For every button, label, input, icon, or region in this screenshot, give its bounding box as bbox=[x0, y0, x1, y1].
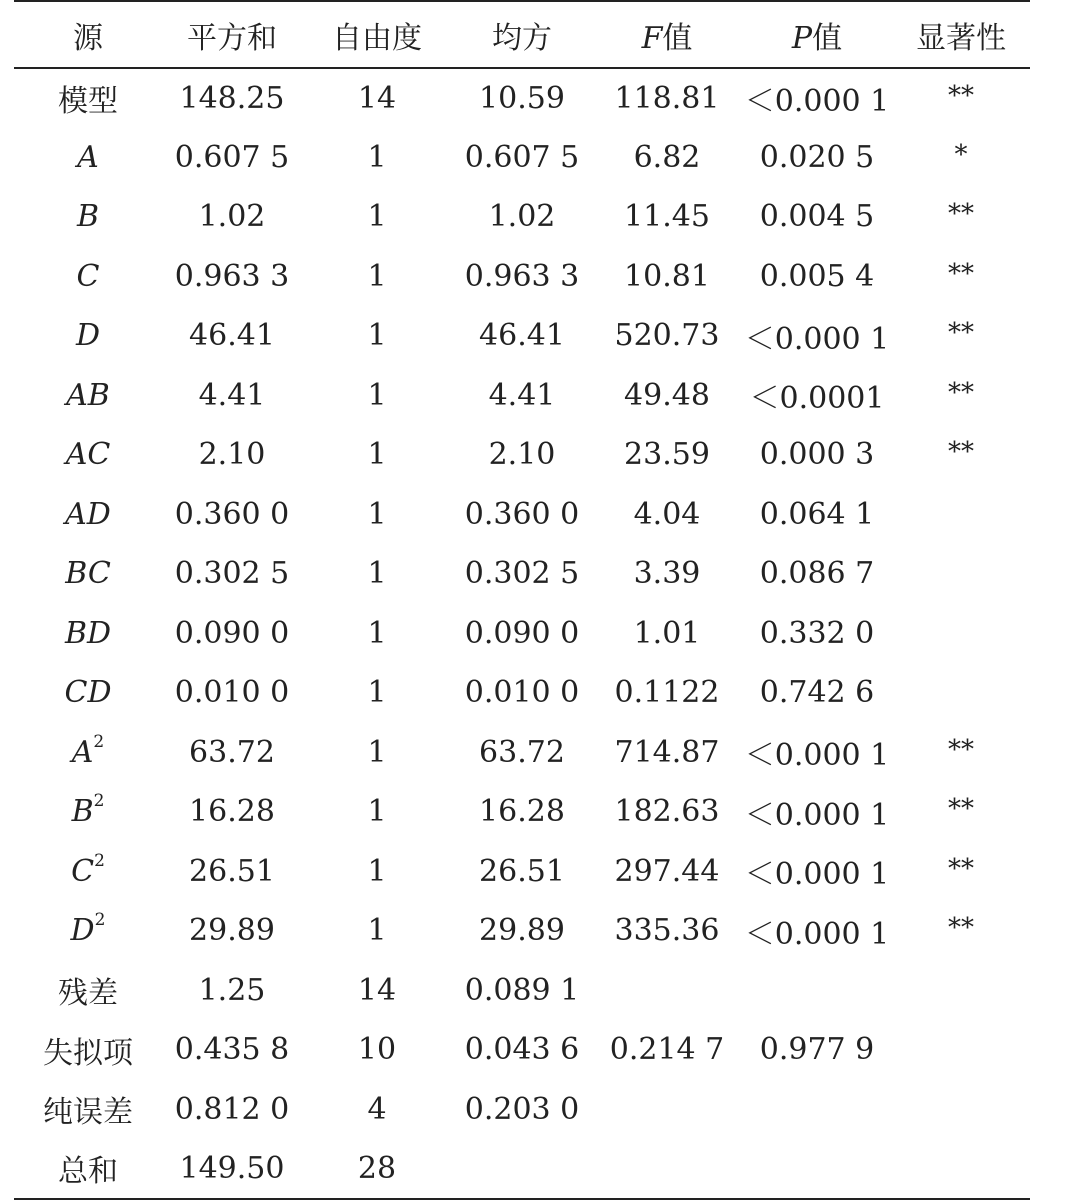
cell-sum-of-squares: 0.812 0 bbox=[174, 1091, 290, 1127]
source-label: 总和 bbox=[58, 1154, 118, 1190]
cell-p-value: 0.000 3 bbox=[759, 437, 875, 473]
cell-source bbox=[14, 366, 162, 426]
cell-significance bbox=[892, 485, 1030, 545]
cell-mean-square: 0.360 0 bbox=[464, 496, 580, 532]
source-label: AC bbox=[65, 437, 111, 473]
source-label: A bbox=[77, 139, 99, 175]
cell-sum-of-squares: 46.41 bbox=[189, 318, 275, 354]
table-row bbox=[14, 663, 1030, 723]
header-sum-of-squares-label: 平方和 bbox=[187, 20, 277, 56]
cell-mean-square: 0.090 0 bbox=[464, 615, 580, 651]
cell-source bbox=[14, 544, 162, 604]
cell-degrees-of-freedom: 1 bbox=[367, 139, 387, 175]
cell-mean-square: 63.72 bbox=[479, 734, 565, 770]
cell-f-value bbox=[592, 1139, 742, 1199]
header-mean-square-label: 均方 bbox=[492, 20, 552, 56]
header-degrees-of-freedom-label: 自由度 bbox=[332, 20, 422, 56]
significance-marker: ** bbox=[948, 199, 974, 230]
table-row bbox=[14, 247, 1030, 307]
header-f-value bbox=[592, 1, 742, 68]
header-row bbox=[14, 1, 1030, 68]
cell-sum-of-squares: 16.28 bbox=[189, 794, 275, 830]
cell-f-value: 3.39 bbox=[633, 556, 701, 592]
source-label: A bbox=[71, 734, 94, 770]
header-p-value bbox=[742, 1, 892, 68]
table-row bbox=[14, 306, 1030, 366]
cell-mean-square: 0.010 0 bbox=[464, 675, 580, 711]
cell-mean-square: 26.51 bbox=[479, 853, 565, 889]
header-p-value-label: 值 bbox=[812, 20, 843, 56]
cell-significance bbox=[892, 1020, 1030, 1080]
cell-significance bbox=[892, 187, 1030, 247]
cell-source bbox=[14, 782, 162, 842]
table-row bbox=[14, 187, 1030, 247]
cell-source bbox=[14, 306, 162, 366]
cell-degrees-of-freedom: 1 bbox=[367, 853, 387, 889]
cell-f-value: 6.82 bbox=[633, 139, 701, 175]
significance-marker: * bbox=[954, 139, 968, 170]
cell-degrees-of-freedom: 1 bbox=[367, 199, 387, 235]
cell-source bbox=[14, 961, 162, 1021]
source-exponent: 2 bbox=[94, 910, 106, 931]
cell-p-value: 0.977 9 bbox=[759, 1032, 875, 1068]
table-row bbox=[14, 782, 1030, 842]
cell-significance bbox=[892, 782, 1030, 842]
cell-p-value: 0.086 7 bbox=[759, 556, 875, 592]
cell-mean-square: 0.043 6 bbox=[464, 1032, 580, 1068]
cell-mean-square: 0.302 5 bbox=[464, 556, 580, 592]
table-row bbox=[14, 68, 1030, 128]
cell-mean-square: 4.41 bbox=[488, 377, 556, 413]
cell-f-value: 520.73 bbox=[614, 318, 720, 354]
cell-source bbox=[14, 425, 162, 485]
table-row bbox=[14, 425, 1030, 485]
cell-significance bbox=[892, 306, 1030, 366]
cell-mean-square: 0.089 1 bbox=[464, 972, 580, 1008]
cell-mean-square: 2.10 bbox=[488, 437, 556, 473]
cell-f-value: 0.214 7 bbox=[609, 1032, 725, 1068]
cell-source bbox=[14, 1080, 162, 1140]
header-significance-label: 显著性 bbox=[916, 20, 1006, 56]
cell-p-value: 0.004 5 bbox=[759, 199, 875, 235]
cell-p-value bbox=[742, 1139, 892, 1199]
source-label: BC bbox=[65, 556, 111, 592]
cell-mean-square bbox=[452, 1139, 592, 1199]
cell-significance bbox=[892, 961, 1030, 1021]
cell-p-value: ＜0.000 1 bbox=[744, 84, 890, 120]
cell-degrees-of-freedom: 1 bbox=[367, 437, 387, 473]
cell-p-value: 0.020 5 bbox=[759, 139, 875, 175]
cell-source bbox=[14, 485, 162, 545]
cell-p-value: ＜0.000 1 bbox=[744, 321, 890, 357]
cell-degrees-of-freedom: 1 bbox=[367, 675, 387, 711]
cell-mean-square: 0.203 0 bbox=[464, 1091, 580, 1127]
cell-significance bbox=[892, 1139, 1030, 1199]
cell-sum-of-squares: 2.10 bbox=[198, 437, 266, 473]
significance-marker: ** bbox=[948, 377, 974, 408]
cell-significance bbox=[892, 425, 1030, 485]
cell-significance bbox=[892, 247, 1030, 307]
cell-p-value: 0.332 0 bbox=[759, 615, 875, 651]
source-label: AD bbox=[65, 496, 111, 532]
cell-p-value: ＜0.000 1 bbox=[744, 916, 890, 952]
header-source bbox=[14, 1, 162, 68]
cell-degrees-of-freedom: 14 bbox=[357, 80, 397, 116]
cell-sum-of-squares: 29.89 bbox=[189, 913, 275, 949]
cell-sum-of-squares: 1.25 bbox=[198, 972, 266, 1008]
header-p-value-symbol: P bbox=[791, 20, 813, 56]
table-row bbox=[14, 366, 1030, 426]
cell-mean-square: 0.607 5 bbox=[464, 139, 580, 175]
cell-degrees-of-freedom: 1 bbox=[367, 318, 387, 354]
cell-mean-square: 0.963 3 bbox=[464, 258, 580, 294]
cell-significance bbox=[892, 604, 1030, 664]
cell-mean-square: 29.89 bbox=[479, 913, 565, 949]
cell-significance bbox=[892, 128, 1030, 188]
header-f-value-label: 值 bbox=[662, 20, 693, 56]
cell-source bbox=[14, 1139, 162, 1199]
cell-source bbox=[14, 68, 162, 128]
cell-mean-square: 16.28 bbox=[479, 794, 565, 830]
cell-f-value: 4.04 bbox=[633, 496, 701, 532]
cell-degrees-of-freedom: 1 bbox=[367, 377, 387, 413]
significance-marker: ** bbox=[948, 80, 974, 111]
cell-significance bbox=[892, 723, 1030, 783]
cell-sum-of-squares: 148.25 bbox=[179, 80, 285, 116]
significance-marker: ** bbox=[948, 258, 974, 289]
header-sum-of-squares bbox=[162, 1, 302, 68]
table-row bbox=[14, 128, 1030, 188]
cell-sum-of-squares: 1.02 bbox=[198, 199, 266, 235]
cell-degrees-of-freedom: 1 bbox=[367, 913, 387, 949]
cell-source bbox=[14, 604, 162, 664]
cell-degrees-of-freedom: 10 bbox=[357, 1032, 397, 1068]
significance-marker: ** bbox=[948, 853, 974, 884]
cell-degrees-of-freedom: 4 bbox=[367, 1091, 387, 1127]
table-header bbox=[14, 1, 1030, 68]
source-label: B bbox=[71, 794, 94, 830]
cell-degrees-of-freedom: 1 bbox=[367, 794, 387, 830]
table-row bbox=[14, 604, 1030, 664]
cell-p-value: 0.064 1 bbox=[759, 496, 875, 532]
cell-source bbox=[14, 187, 162, 247]
table-row bbox=[14, 1139, 1030, 1199]
cell-p-value: ＜0.000 1 bbox=[744, 738, 890, 774]
significance-marker: ** bbox=[948, 437, 974, 468]
source-exponent: 2 bbox=[93, 731, 105, 752]
source-label: C bbox=[71, 853, 95, 889]
cell-sum-of-squares: 149.50 bbox=[162, 1139, 302, 1199]
source-exponent: 2 bbox=[94, 850, 105, 871]
cell-source bbox=[14, 247, 162, 307]
source-label: D bbox=[75, 318, 101, 354]
cell-f-value: 0.1122 bbox=[614, 675, 720, 711]
anova-table bbox=[14, 0, 1030, 1200]
cell-source bbox=[14, 663, 162, 723]
table-row bbox=[14, 544, 1030, 604]
cell-source bbox=[14, 723, 162, 783]
cell-sum-of-squares: 26.51 bbox=[189, 853, 275, 889]
source-label: CD bbox=[64, 675, 112, 711]
source-exponent: 2 bbox=[93, 791, 105, 812]
cell-mean-square: 46.41 bbox=[479, 318, 565, 354]
significance-marker: ** bbox=[948, 318, 974, 349]
table-row bbox=[14, 842, 1030, 902]
cell-p-value: ＜0.0001 bbox=[749, 381, 885, 417]
cell-f-value: 1.01 bbox=[633, 615, 701, 651]
significance-marker: ** bbox=[948, 913, 974, 944]
table-row bbox=[14, 1020, 1030, 1080]
cell-sum-of-squares: 0.607 5 bbox=[174, 139, 290, 175]
table-row bbox=[14, 723, 1030, 783]
cell-f-value: 297.44 bbox=[614, 853, 720, 889]
source-label: BD bbox=[64, 615, 112, 651]
cell-f-value bbox=[592, 1080, 742, 1140]
cell-f-value: 335.36 bbox=[614, 913, 720, 949]
cell-sum-of-squares: 0.963 3 bbox=[174, 258, 290, 294]
source-label: B bbox=[76, 199, 100, 235]
cell-p-value bbox=[742, 961, 892, 1021]
cell-degrees-of-freedom: 1 bbox=[367, 734, 387, 770]
cell-f-value bbox=[592, 961, 742, 1021]
source-label: 残差 bbox=[58, 976, 118, 1012]
source-label: C bbox=[76, 258, 100, 294]
header-degrees-of-freedom bbox=[302, 1, 452, 68]
header-mean-square bbox=[452, 1, 592, 68]
table-body bbox=[14, 68, 1030, 1199]
cell-source bbox=[14, 901, 162, 961]
source-label: AB bbox=[66, 377, 110, 413]
cell-degrees-of-freedom: 1 bbox=[367, 258, 387, 294]
cell-sum-of-squares: 63.72 bbox=[189, 734, 275, 770]
cell-p-value: ＜0.000 1 bbox=[744, 857, 890, 893]
source-label: 失拟项 bbox=[43, 1035, 133, 1071]
cell-f-value: 714.87 bbox=[614, 734, 720, 770]
cell-sum-of-squares: 0.090 0 bbox=[174, 615, 290, 651]
cell-significance bbox=[892, 68, 1030, 128]
cell-source bbox=[14, 842, 162, 902]
cell-degrees-of-freedom: 28 bbox=[302, 1139, 452, 1199]
cell-source bbox=[14, 128, 162, 188]
cell-significance bbox=[892, 1080, 1030, 1140]
cell-source bbox=[14, 1020, 162, 1080]
header-source-label: 源 bbox=[73, 20, 103, 56]
cell-degrees-of-freedom: 1 bbox=[367, 615, 387, 651]
table-row bbox=[14, 901, 1030, 961]
cell-significance bbox=[892, 663, 1030, 723]
cell-degrees-of-freedom: 1 bbox=[367, 556, 387, 592]
source-label: D bbox=[70, 913, 95, 949]
header-f-value-symbol: F bbox=[641, 20, 663, 56]
cell-p-value: 0.742 6 bbox=[759, 675, 875, 711]
cell-sum-of-squares: 0.302 5 bbox=[174, 556, 290, 592]
significance-marker: ** bbox=[948, 794, 974, 825]
cell-f-value: 118.81 bbox=[614, 80, 720, 116]
table-row bbox=[14, 961, 1030, 1021]
cell-p-value: 0.005 4 bbox=[759, 258, 875, 294]
cell-sum-of-squares: 0.010 0 bbox=[174, 675, 290, 711]
source-label: 模型 bbox=[58, 84, 118, 120]
cell-significance bbox=[892, 842, 1030, 902]
cell-mean-square: 1.02 bbox=[488, 199, 556, 235]
cell-p-value bbox=[742, 1080, 892, 1140]
cell-degrees-of-freedom: 1 bbox=[367, 496, 387, 532]
cell-f-value: 182.63 bbox=[614, 794, 720, 830]
cell-f-value: 23.59 bbox=[624, 437, 710, 473]
cell-p-value: ＜0.000 1 bbox=[744, 797, 890, 833]
cell-f-value: 11.45 bbox=[624, 199, 710, 235]
header-significance bbox=[892, 1, 1030, 68]
cell-f-value: 49.48 bbox=[624, 377, 710, 413]
table-row bbox=[14, 1080, 1030, 1140]
cell-sum-of-squares: 4.41 bbox=[198, 377, 266, 413]
cell-significance bbox=[892, 544, 1030, 604]
source-label: 纯误差 bbox=[43, 1095, 133, 1131]
cell-sum-of-squares: 0.360 0 bbox=[174, 496, 290, 532]
significance-marker: ** bbox=[948, 734, 974, 765]
cell-mean-square: 10.59 bbox=[479, 80, 565, 116]
cell-significance bbox=[892, 901, 1030, 961]
anova-table-container bbox=[14, 0, 1030, 1200]
cell-sum-of-squares: 0.435 8 bbox=[174, 1032, 290, 1068]
cell-f-value: 10.81 bbox=[624, 258, 710, 294]
cell-significance bbox=[892, 366, 1030, 426]
table-row bbox=[14, 485, 1030, 545]
cell-degrees-of-freedom: 14 bbox=[357, 972, 397, 1008]
